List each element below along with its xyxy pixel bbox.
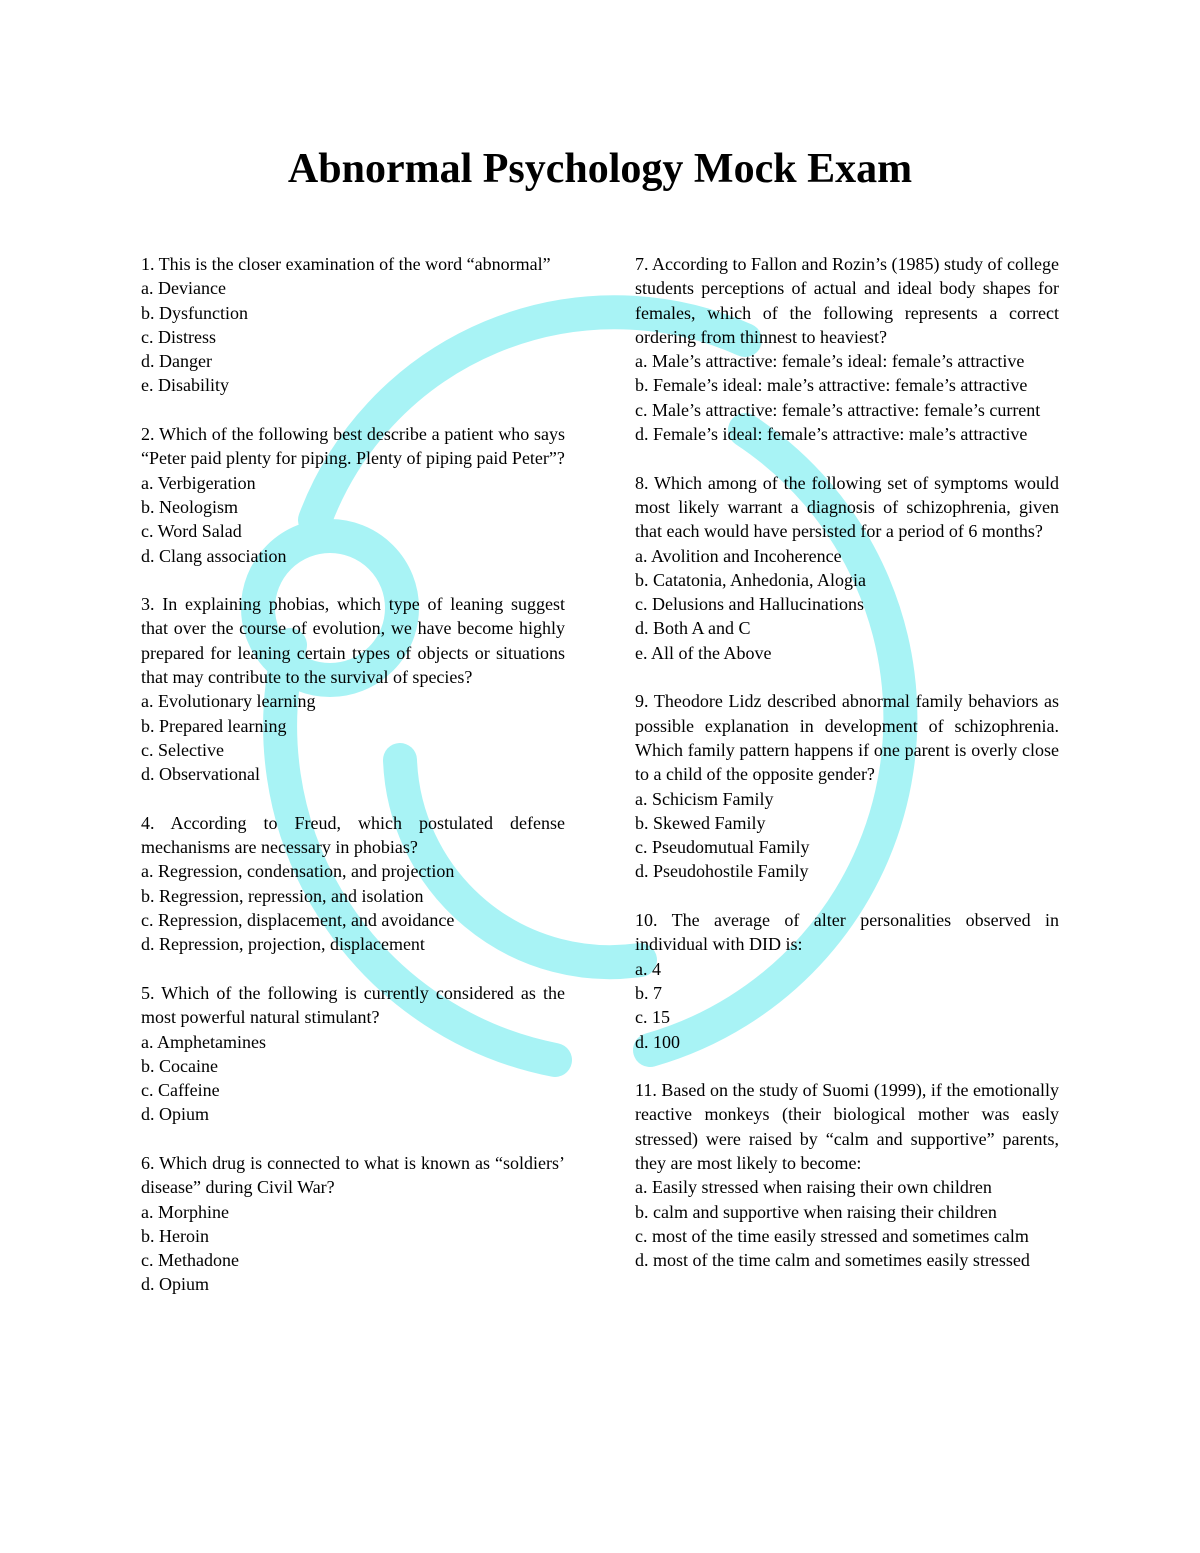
question-stem: 4. According to Freud, which postulated defense mechanisms are necessary in phobias? [141, 812, 565, 858]
answer-option: c. 15 [635, 1007, 670, 1028]
answer-option: b. Prepared learning [141, 715, 287, 736]
answer-option: a. Male’s attractive: female’s ideal: female’s attractive [635, 351, 1025, 372]
answer-option: d. Pseudohostile Family [635, 861, 809, 882]
answer-option: c. Word Salad [141, 521, 242, 542]
answer-option: a. Verbigeration [141, 472, 256, 493]
question-8 [635, 471, 1059, 665]
answer-option: c. Selective [141, 739, 224, 760]
answer-option: c. Pseudomutual Family [635, 837, 810, 858]
answer-option: b. Catatonia, Anhedonia, Alogia [635, 569, 866, 590]
question-stem: 10. The average of alter personalities observed in individual with DID is: [635, 910, 1059, 955]
answer-option: c. Distress [141, 326, 216, 347]
answer-option: d. 100 [635, 1031, 680, 1052]
answer-option: b. Cocaine [141, 1055, 218, 1076]
question-stem: 8. Which among of the following set of symptoms would most likely warrant a diagnosis of schizophrenia, given that each would have persisted for a period of 6 months? [635, 472, 1059, 542]
answer-option: d. Danger [141, 351, 212, 372]
question-10 [635, 908, 1059, 1054]
answer-option: c. Caffeine [141, 1080, 220, 1101]
question-4 [141, 811, 565, 957]
answer-option: c. Delusions and Hallucinations [635, 594, 864, 615]
answer-option: b. Regression, repression, and isolation [141, 885, 424, 906]
question-stem: 3. In explaining phobias, which type of leaning suggest that over the course of evolution, we have become highly prepared for leaning certain types of objects or situations that may contribute to the survival of species? [141, 594, 565, 688]
answer-option: c. Methadone [141, 1250, 239, 1271]
question-1 [141, 252, 565, 398]
answer-option: d. Female’s ideal: female’s attractive: male’s attractive [635, 424, 1028, 445]
question-stem: 7. According to Fallon and Rozin’s (1985) study of college students perceptions of actual and ideal body shapes for females, which of the following represents a correct ordering from thinnest to heaviest? [635, 254, 1059, 347]
answer-option: d. Repression, projection, displacement [141, 934, 425, 955]
answer-option: a. Morphine [141, 1201, 229, 1222]
answer-option: e. Disability [141, 375, 229, 396]
question-stem: 9. Theodore Lidz described abnormal family behaviors as possible explanation in development of schizophrenia. Which family pattern happens if one parent is overly close to a child of the opposite gender? [635, 691, 1059, 785]
question-6 [141, 1151, 565, 1297]
answer-option: c. Male’s attractive: female’s attractive: female’s current [635, 399, 1041, 420]
answer-option: b. Neologism [141, 496, 238, 517]
answer-option: a. Evolutionary learning [141, 691, 316, 712]
answer-option: b. Female’s ideal: male’s attractive: female’s attractive [635, 375, 1028, 396]
answer-option: b. 7 [635, 982, 662, 1003]
question-stem: 2. Which of the following best describe a patient who says “Peter paid plenty for piping. Plenty of piping paid Peter”? [141, 424, 565, 469]
question-11 [635, 1078, 1059, 1272]
answer-option: a. Amphetamines [141, 1031, 266, 1052]
answer-option: b. Skewed Family [635, 812, 766, 833]
answer-option: d. most of the time calm and sometimes easily stressed [635, 1250, 1030, 1271]
question-2 [141, 422, 565, 568]
right-column [635, 252, 1059, 1297]
question-stem: 5. Which of the following is currently considered as the most powerful natural stimulant? [141, 982, 565, 1028]
answer-option: a. Deviance [141, 278, 226, 299]
question-7 [635, 252, 1059, 446]
answer-option: a. Avolition and Incoherence [635, 545, 842, 566]
answer-option: b. calm and supportive when raising their children [635, 1201, 997, 1222]
page-title: Abnormal Psychology Mock Exam [287, 146, 913, 192]
answer-option: c. most of the time easily stressed and sometimes calm [635, 1225, 1029, 1246]
question-5 [141, 981, 565, 1127]
question-stem: 1. This is the closer examination of the word “abnormal” [141, 254, 551, 274]
answer-option: c. Repression, displacement, and avoidance [141, 910, 455, 931]
answer-option: a. Easily stressed when raising their own children [635, 1177, 992, 1198]
answer-option: e. All of the Above [635, 642, 772, 663]
question-3 [141, 592, 565, 786]
answer-option: d. Clang association [141, 545, 287, 566]
answer-option: b. Heroin [141, 1225, 209, 1246]
answer-option: a. Schicism Family [635, 788, 774, 809]
question-9 [635, 689, 1059, 883]
question-stem: 6. Which drug is connected to what is known as “soldiers’ disease” during Civil War? [141, 1152, 565, 1198]
question-stem: 11. Based on the study of Suomi (1999), if the emotionally reactive monkeys (their biological mother was easly stressed) were raised by “calm and supportive” parents, they are most likely to become: [635, 1080, 1059, 1173]
answer-option: a. 4 [635, 958, 661, 979]
answer-option: d. Both A and C [635, 618, 751, 639]
answer-option: d. Opium [141, 1104, 210, 1125]
answer-option: d. Observational [141, 764, 260, 785]
answer-option: a. Regression, condensation, and projection [141, 861, 455, 882]
answer-option: d. Opium [141, 1274, 210, 1295]
answer-option: b. Dysfunction [141, 302, 248, 323]
left-column [141, 252, 565, 1321]
